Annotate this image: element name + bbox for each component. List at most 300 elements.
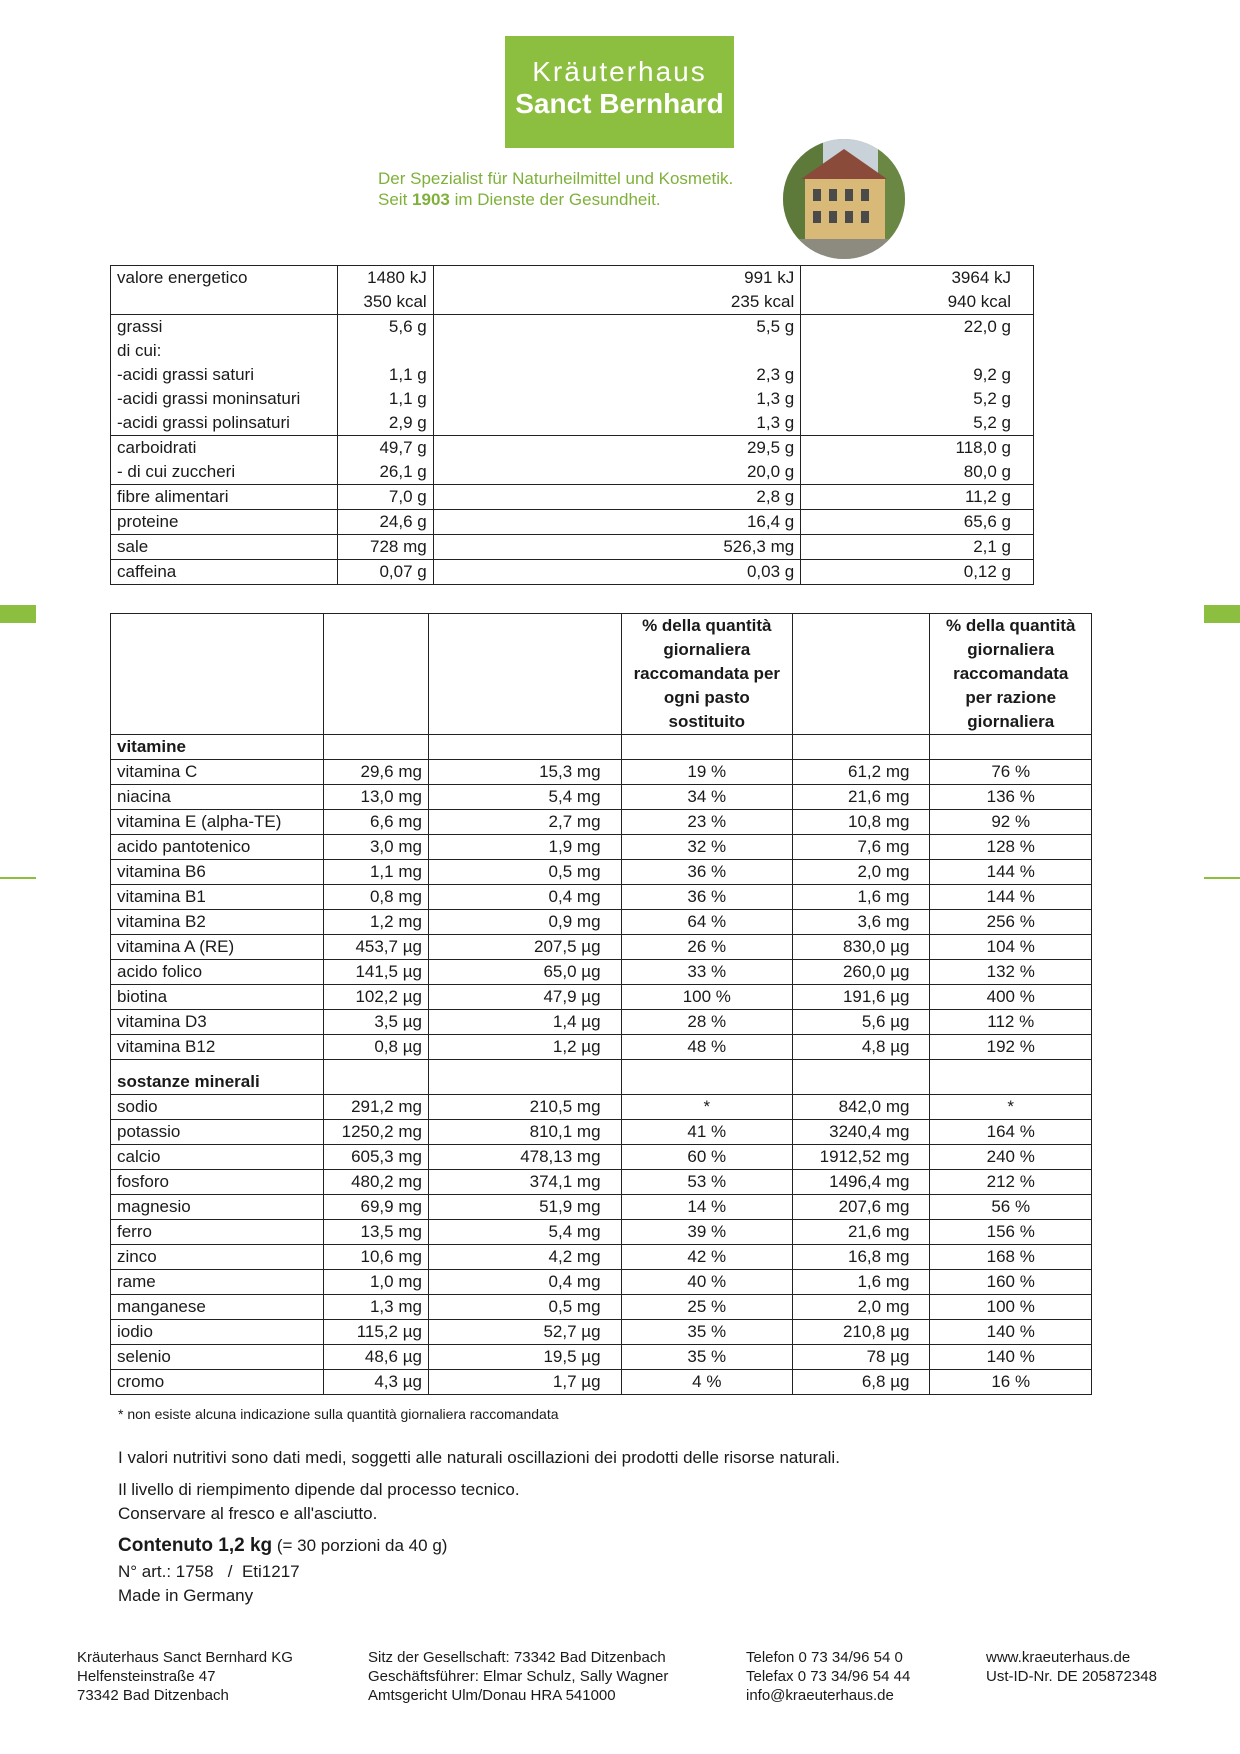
left-fold-line <box>0 877 36 879</box>
value-day: 21,6 mg <box>793 1220 930 1245</box>
micro-header-row <box>111 614 1092 735</box>
value-100g: 141,5 µg <box>323 960 428 985</box>
table-row <box>111 860 1092 885</box>
nutrient-name: cromo <box>111 1370 324 1395</box>
value-day: 210,8 µg <box>793 1320 930 1345</box>
table-row <box>111 1245 1092 1270</box>
table-row <box>111 1120 1092 1145</box>
section-blank-cell <box>428 735 621 760</box>
nutrient-name: ferro <box>111 1220 324 1245</box>
pct-meal: * <box>621 1095 793 1120</box>
value-meal: 0,9 mg <box>428 910 621 935</box>
section-blank-cell <box>621 735 793 760</box>
nutrition-value-day: 22,0 g <box>801 315 1034 340</box>
value-day: 3,6 mg <box>793 910 930 935</box>
nutrient-name: acido folico <box>111 960 324 985</box>
value-day: 5,6 µg <box>793 1010 930 1035</box>
table-row <box>111 1095 1092 1120</box>
right-margin-mark <box>1204 605 1240 623</box>
value-day: 1,6 mg <box>793 1270 930 1295</box>
table-row <box>111 1035 1092 1060</box>
footer-street: Helfensteinstraße 47 <box>77 1668 216 1685</box>
pct-day: 160 % <box>930 1270 1092 1295</box>
section-blank-cell <box>930 735 1092 760</box>
pct-meal: 25 % <box>621 1295 793 1320</box>
pct-meal: 26 % <box>621 935 793 960</box>
value-100g: 605,3 mg <box>323 1145 428 1170</box>
nutrient-name: manganese <box>111 1295 324 1320</box>
nutrient-name: sodio <box>111 1095 324 1120</box>
value-100g: 0,8 µg <box>323 1035 428 1060</box>
nutrition-row <box>111 485 1034 510</box>
nutrition-value-meal: 0,03 g <box>433 560 801 585</box>
footer-company-name: Kräuterhaus Sanct Bernhard KG <box>77 1649 293 1666</box>
pct-meal: 60 % <box>621 1145 793 1170</box>
value-100g: 13,5 mg <box>323 1220 428 1245</box>
footer-web <box>986 1648 1157 1686</box>
value-100g: 1,0 mg <box>323 1270 428 1295</box>
tagline-post: im Dienste der Gesundheit. <box>449 190 661 209</box>
nutrition-label: sale <box>111 535 338 560</box>
table-row <box>111 1220 1092 1245</box>
nutrition-label: valore energetico <box>111 266 338 291</box>
value-day: 6,8 µg <box>793 1370 930 1395</box>
footer-city: 73342 Bad Ditzenbach <box>77 1687 229 1704</box>
nutrition-value-day: 11,2 g <box>801 485 1034 510</box>
pct-meal: 39 % <box>621 1220 793 1245</box>
value-meal: 478,13 mg <box>428 1145 621 1170</box>
value-day: 1912,52 mg <box>793 1145 930 1170</box>
nutrition-row <box>111 387 1034 411</box>
pct-day: 144 % <box>930 860 1092 885</box>
nutrition-label: caffeina <box>111 560 338 585</box>
footer-website-link[interactable]: www.kraeuterhaus.de <box>986 1649 1131 1666</box>
value-day: 78 µg <box>793 1345 930 1370</box>
header-pct-meal-line: % della quantità <box>642 616 772 635</box>
pct-day: 104 % <box>930 935 1092 960</box>
nutrition-label: di cui: <box>111 339 338 363</box>
header-pct-day-line: per razione <box>965 688 1057 707</box>
nutrient-name: rame <box>111 1270 324 1295</box>
header-pct-day-line: giornaliera <box>967 712 1055 731</box>
value-day: 21,6 mg <box>793 785 930 810</box>
value-meal: 5,4 mg <box>428 785 621 810</box>
header-pct-day-line: giornaliera <box>967 640 1055 659</box>
value-day: 3240,4 mg <box>793 1120 930 1145</box>
nutrition-value-meal: 235 kcal <box>433 290 801 315</box>
nutrition-row <box>111 535 1034 560</box>
nutrition-label: -acidi grassi polinsaturi <box>111 411 338 436</box>
value-100g: 10,6 mg <box>323 1245 428 1270</box>
footer-phone: Telefon 0 73 34/96 54 0 <box>746 1649 903 1666</box>
pct-meal: 32 % <box>621 835 793 860</box>
nutrition-value-100g: 26,1 g <box>337 460 433 485</box>
pct-day: 164 % <box>930 1120 1092 1145</box>
footer-contact <box>746 1648 910 1705</box>
section-title: vitamine <box>111 735 324 760</box>
nutrition-row <box>111 363 1034 387</box>
value-100g: 115,2 µg <box>323 1320 428 1345</box>
pct-meal: 4 % <box>621 1370 793 1395</box>
table-row <box>111 985 1092 1010</box>
nutrition-value-meal: 20,0 g <box>433 460 801 485</box>
left-margin-mark <box>0 605 36 623</box>
section-title: sostanze minerali <box>111 1060 324 1095</box>
nutrition-row <box>111 315 1034 340</box>
value-100g: 69,9 mg <box>323 1195 428 1220</box>
footer-company <box>77 1648 293 1705</box>
value-100g: 102,2 µg <box>323 985 428 1010</box>
table-row <box>111 785 1092 810</box>
pct-day: 76 % <box>930 760 1092 785</box>
nutrient-name: vitamina D3 <box>111 1010 324 1035</box>
footer-fax: Telefax 0 73 34/96 54 44 <box>746 1668 911 1685</box>
content-line <box>118 1534 447 1558</box>
value-meal: 810,1 mg <box>428 1120 621 1145</box>
pct-day: 192 % <box>930 1035 1092 1060</box>
header-pct-meal-line: raccomandata per <box>633 664 781 683</box>
header-pct-day <box>930 614 1092 735</box>
vitamins-section-row <box>111 735 1092 760</box>
value-100g: 3,5 µg <box>323 1010 428 1035</box>
brand-line1: Kräuterhaus <box>532 56 707 87</box>
table-row <box>111 1345 1092 1370</box>
nutrition-label: -acidi grassi saturi <box>111 363 338 387</box>
table-row <box>111 1010 1092 1035</box>
footer-register: Amtsgericht Ulm/Donau HRA 541000 <box>368 1687 616 1704</box>
value-meal: 52,7 µg <box>428 1320 621 1345</box>
pct-meal: 34 % <box>621 785 793 810</box>
pct-day: 256 % <box>930 910 1092 935</box>
table-row <box>111 1320 1092 1345</box>
nutrition-value-day: 5,2 g <box>801 387 1034 411</box>
table-row <box>111 1370 1092 1395</box>
table-row <box>111 910 1092 935</box>
building-photo <box>783 139 905 259</box>
nutrition-table <box>110 265 1034 585</box>
value-day: 207,6 mg <box>793 1195 930 1220</box>
pct-day: 212 % <box>930 1170 1092 1195</box>
nutrition-row <box>111 560 1034 585</box>
value-day: 191,6 µg <box>793 985 930 1010</box>
made-in: Made in Germany <box>118 1586 254 1605</box>
pct-day: 56 % <box>930 1195 1092 1220</box>
section-blank-cell <box>930 1060 1092 1095</box>
table-row <box>111 1295 1092 1320</box>
content-portions: (= 30 porzioni da 40 g) <box>272 1536 448 1555</box>
pct-day: 400 % <box>930 985 1092 1010</box>
header-blank-1 <box>111 614 324 735</box>
tagline-line2 <box>378 189 733 210</box>
nutrient-name: vitamina B2 <box>111 910 324 935</box>
section-blank-cell <box>793 735 930 760</box>
value-100g: 48,6 µg <box>323 1345 428 1370</box>
nutrition-value-100g: 728 mg <box>337 535 433 560</box>
value-meal: 374,1 mg <box>428 1170 621 1195</box>
nutrient-name: vitamina A (RE) <box>111 935 324 960</box>
nutrition-value-day: 0,12 g <box>801 560 1034 585</box>
value-meal: 207,5 µg <box>428 935 621 960</box>
value-100g: 4,3 µg <box>323 1370 428 1395</box>
pct-meal: 36 % <box>621 885 793 910</box>
nutrient-name: calcio <box>111 1145 324 1170</box>
table-row <box>111 835 1092 860</box>
table-row <box>111 810 1092 835</box>
pct-meal: 19 % <box>621 760 793 785</box>
value-day: 260,0 µg <box>793 960 930 985</box>
nutrition-row <box>111 290 1034 315</box>
pct-day: 100 % <box>930 1295 1092 1320</box>
pct-day: 112 % <box>930 1010 1092 1035</box>
value-day: 1,6 mg <box>793 885 930 910</box>
pct-meal: 23 % <box>621 810 793 835</box>
nutrition-value-100g: 0,07 g <box>337 560 433 585</box>
value-meal: 0,4 mg <box>428 1270 621 1295</box>
pct-day: 168 % <box>930 1245 1092 1270</box>
value-100g: 0,8 mg <box>323 885 428 910</box>
nutrient-name: selenio <box>111 1345 324 1370</box>
value-meal: 4,2 mg <box>428 1245 621 1270</box>
nutrition-label: - di cui zuccheri <box>111 460 338 485</box>
nutrient-name: vitamina E (alpha-TE) <box>111 810 324 835</box>
table-row <box>111 885 1092 910</box>
nutrition-value-meal: 2,3 g <box>433 363 801 387</box>
table-row <box>111 960 1092 985</box>
nutrient-name: vitamina B6 <box>111 860 324 885</box>
table-row <box>111 1270 1092 1295</box>
table-row <box>111 935 1092 960</box>
minerals-section-row <box>111 1060 1092 1095</box>
nutrition-value-100g: 7,0 g <box>337 485 433 510</box>
header-pct-day-line: % della quantità <box>946 616 1076 635</box>
nutrition-value-100g: 1,1 g <box>337 387 433 411</box>
header-pct-meal <box>621 614 793 735</box>
footer-managers: Geschäftsführer: Elmar Schulz, Sally Wagner <box>368 1668 669 1685</box>
value-meal: 0,4 mg <box>428 885 621 910</box>
header-blank-5 <box>793 614 930 735</box>
table-row <box>111 760 1092 785</box>
nutrition-value-meal: 1,3 g <box>433 387 801 411</box>
pct-meal: 36 % <box>621 860 793 885</box>
pct-day: 144 % <box>930 885 1092 910</box>
table-row <box>111 1145 1092 1170</box>
right-fold-line <box>1204 877 1240 879</box>
nutrient-name: iodio <box>111 1320 324 1345</box>
pct-meal: 28 % <box>621 1010 793 1035</box>
pct-day: 136 % <box>930 785 1092 810</box>
value-day: 2,0 mg <box>793 860 930 885</box>
nutrient-name: vitamina B1 <box>111 885 324 910</box>
value-day: 16,8 mg <box>793 1245 930 1270</box>
pct-meal: 40 % <box>621 1270 793 1295</box>
tagline-year: 1903 <box>412 190 450 209</box>
section-blank-cell <box>323 735 428 760</box>
nutrition-row <box>111 510 1034 535</box>
footer-vat-id: Ust-ID-Nr. DE 205872348 <box>986 1668 1157 1685</box>
nutrition-value-day: 65,6 g <box>801 510 1034 535</box>
header-pct-meal-line: ogni pasto <box>663 688 750 707</box>
nutrition-row <box>111 436 1034 461</box>
value-100g: 480,2 mg <box>323 1170 428 1195</box>
nutrition-label: grassi <box>111 315 338 340</box>
footer-legal <box>368 1648 668 1705</box>
value-meal: 1,9 mg <box>428 835 621 860</box>
nutrition-value-meal: 526,3 mg <box>433 535 801 560</box>
content-amount: Contenuto 1,2 kg <box>118 1535 273 1556</box>
nutrition-value-100g: 2,9 g <box>337 411 433 436</box>
value-meal: 1,7 µg <box>428 1370 621 1395</box>
header-blank-2 <box>323 614 428 735</box>
nutrient-name: vitamina C <box>111 760 324 785</box>
header-pct-meal-line: sostituito <box>668 712 746 731</box>
value-day: 2,0 mg <box>793 1295 930 1320</box>
value-100g: 1,3 mg <box>323 1295 428 1320</box>
value-day: 7,6 mg <box>793 835 930 860</box>
tagline-line1: Der Spezialist für Naturheilmittel und Kosmetik. <box>378 169 734 188</box>
nutrition-label: -acidi grassi moninsaturi <box>111 387 338 411</box>
nutrient-name: fosforo <box>111 1170 324 1195</box>
micronutrient-table <box>110 613 1092 1395</box>
nutrition-label <box>111 290 338 315</box>
pct-meal: 48 % <box>621 1035 793 1060</box>
value-day: 830,0 µg <box>793 935 930 960</box>
nutrition-value-meal: 16,4 g <box>433 510 801 535</box>
nutrition-value-meal: 1,3 g <box>433 411 801 436</box>
header-blank-3 <box>428 614 621 735</box>
table-row <box>111 1170 1092 1195</box>
nutrition-value-meal: 991 kJ <box>433 266 801 291</box>
pct-meal: 14 % <box>621 1195 793 1220</box>
nutrition-value-day: 5,2 g <box>801 411 1034 436</box>
pct-day: * <box>930 1095 1092 1120</box>
value-meal: 1,4 µg <box>428 1010 621 1035</box>
pct-day: 92 % <box>930 810 1092 835</box>
pct-meal: 33 % <box>621 960 793 985</box>
nutrition-row <box>111 460 1034 485</box>
value-100g: 1,1 mg <box>323 860 428 885</box>
nutrition-value-100g: 350 kcal <box>337 290 433 315</box>
nutrient-name: magnesio <box>111 1195 324 1220</box>
value-100g: 453,7 µg <box>323 935 428 960</box>
value-meal: 47,9 µg <box>428 985 621 1010</box>
nutrient-name: vitamina B12 <box>111 1035 324 1060</box>
footer-email-link[interactable]: info@kraeuterhaus.de <box>746 1687 894 1704</box>
value-day: 4,8 µg <box>793 1035 930 1060</box>
pct-meal: 35 % <box>621 1320 793 1345</box>
nutrition-value-day: 3964 kJ <box>801 266 1034 291</box>
nutrition-value-day: 80,0 g <box>801 460 1034 485</box>
nutrition-row <box>111 266 1034 291</box>
value-day: 61,2 mg <box>793 760 930 785</box>
table-row <box>111 1195 1092 1220</box>
value-meal: 15,3 mg <box>428 760 621 785</box>
nutrition-value-meal: 5,5 g <box>433 315 801 340</box>
value-day: 10,8 mg <box>793 810 930 835</box>
nutrition-value-100g: 24,6 g <box>337 510 433 535</box>
nutrition-value-100g: 1480 kJ <box>337 266 433 291</box>
nutrition-value-meal: 29,5 g <box>433 436 801 461</box>
nutrition-value-day <box>801 339 1034 363</box>
nutrition-value-day: 2,1 g <box>801 535 1034 560</box>
nutrition-value-day: 118,0 g <box>801 436 1034 461</box>
nutrition-value-meal: 2,8 g <box>433 485 801 510</box>
note-filling: Il livello di riempimento dipende dal processo tecnico. <box>118 1480 520 1499</box>
value-100g: 1250,2 mg <box>323 1120 428 1145</box>
nutrient-name: niacina <box>111 785 324 810</box>
header-pct-day-line: raccomandata <box>953 664 1069 683</box>
pct-day: 240 % <box>930 1145 1092 1170</box>
brand-line2: Sanct Bernhard <box>515 88 724 119</box>
section-blank-cell <box>323 1060 428 1095</box>
article-number: N° art.: 1758 / Eti1217 <box>118 1562 300 1581</box>
footer-seat: Sitz der Gesellschaft: 73342 Bad Ditzenbach <box>368 1649 666 1666</box>
nutrition-value-meal <box>433 339 801 363</box>
nutrient-name: biotina <box>111 985 324 1010</box>
pct-meal: 42 % <box>621 1245 793 1270</box>
nutrient-name: potassio <box>111 1120 324 1145</box>
value-meal: 1,2 µg <box>428 1035 621 1060</box>
value-meal: 65,0 µg <box>428 960 621 985</box>
nutrition-value-100g <box>337 339 433 363</box>
pct-meal: 64 % <box>621 910 793 935</box>
pct-day: 140 % <box>930 1345 1092 1370</box>
pct-day: 140 % <box>930 1320 1092 1345</box>
pct-day: 156 % <box>930 1220 1092 1245</box>
value-meal: 210,5 mg <box>428 1095 621 1120</box>
nutrition-value-100g: 49,7 g <box>337 436 433 461</box>
nutrition-label: fibre alimentari <box>111 485 338 510</box>
value-100g: 29,6 mg <box>323 760 428 785</box>
header-pct-meal-line: giornaliera <box>663 640 751 659</box>
nutrition-row <box>111 339 1034 363</box>
nutrition-label: proteine <box>111 510 338 535</box>
value-meal: 2,7 mg <box>428 810 621 835</box>
value-meal: 19,5 µg <box>428 1345 621 1370</box>
pct-day: 132 % <box>930 960 1092 985</box>
section-blank-cell <box>621 1060 793 1095</box>
value-meal: 5,4 mg <box>428 1220 621 1245</box>
pct-day: 16 % <box>930 1370 1092 1395</box>
note-average-values: I valori nutritivi sono dati medi, soggetti alle naturali oscillazioni dei prodotti delle risorse naturali. <box>118 1448 840 1467</box>
tagline <box>378 168 733 210</box>
value-day: 842,0 mg <box>793 1095 930 1120</box>
nutrition-value-100g: 5,6 g <box>337 315 433 340</box>
value-meal: 0,5 mg <box>428 1295 621 1320</box>
value-100g: 1,2 mg <box>323 910 428 935</box>
nutrient-name: acido pantotenico <box>111 835 324 860</box>
nutrition-label: carboidrati <box>111 436 338 461</box>
value-meal: 0,5 mg <box>428 860 621 885</box>
nutrition-value-100g: 1,1 g <box>337 363 433 387</box>
value-day: 1496,4 mg <box>793 1170 930 1195</box>
pct-day: 128 % <box>930 835 1092 860</box>
value-100g: 291,2 mg <box>323 1095 428 1120</box>
note-storage: Conservare al fresco e all'asciutto. <box>118 1504 378 1523</box>
pct-meal: 35 % <box>621 1345 793 1370</box>
brand-logo <box>505 36 734 148</box>
footnote: * non esiste alcuna indicazione sulla quantità giornaliera raccomandata <box>118 1406 559 1422</box>
section-blank-cell <box>428 1060 621 1095</box>
pct-meal: 41 % <box>621 1120 793 1145</box>
value-100g: 3,0 mg <box>323 835 428 860</box>
pct-meal: 100 % <box>621 985 793 1010</box>
tagline-pre: Seit <box>378 190 413 209</box>
nutrition-row <box>111 411 1034 436</box>
pct-meal: 53 % <box>621 1170 793 1195</box>
section-blank-cell <box>793 1060 930 1095</box>
value-100g: 6,6 mg <box>323 810 428 835</box>
nutrient-name: zinco <box>111 1245 324 1270</box>
